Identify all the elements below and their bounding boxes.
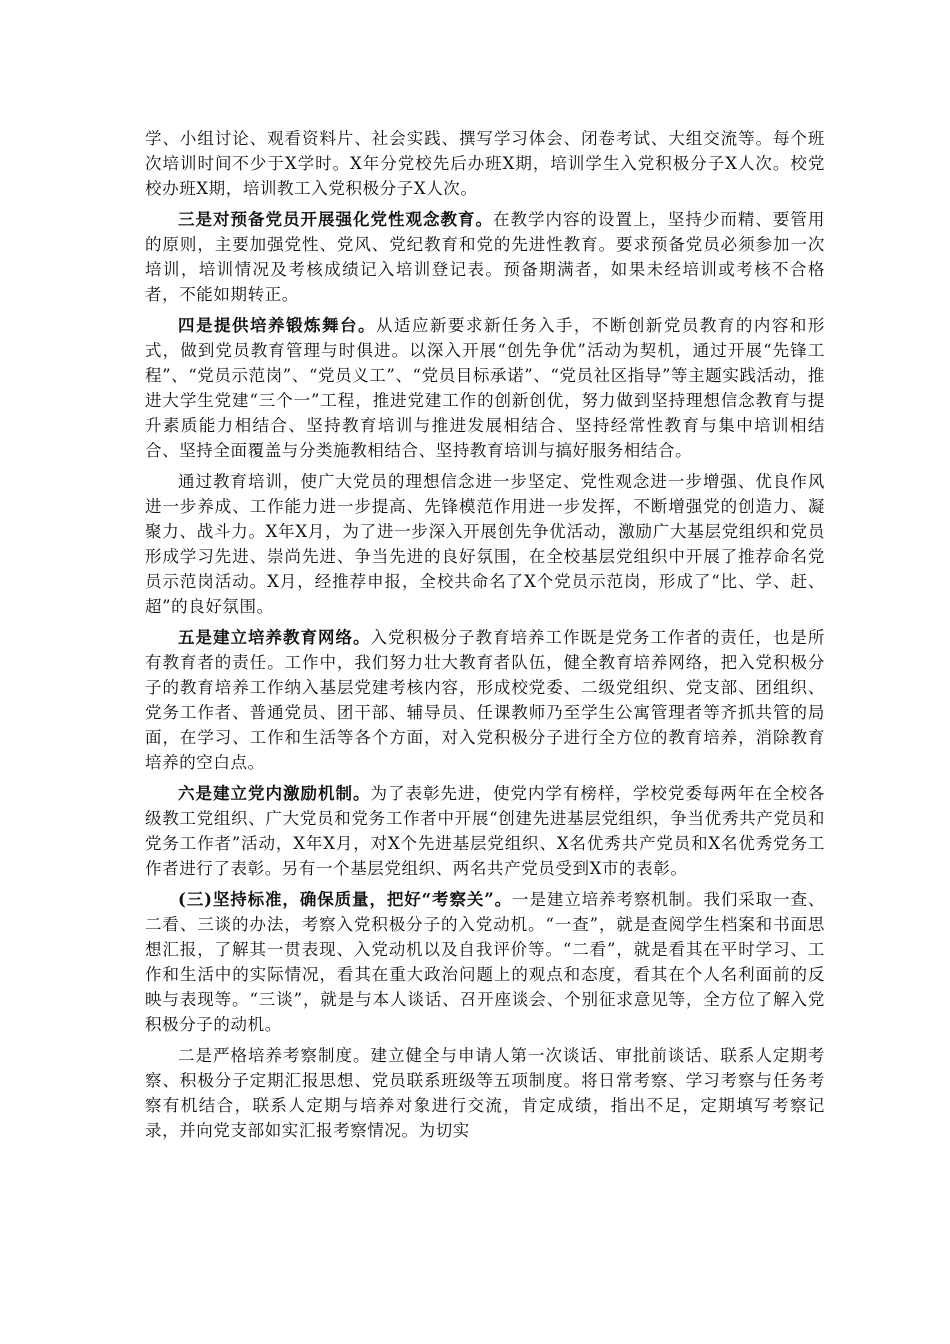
- paragraph-training-results: [145, 469, 825, 619]
- paragraph-education-network: [145, 625, 825, 775]
- section-heading: (三)坚持标准，确保质量，把好“考察关”。: [178, 890, 513, 909]
- paragraph-heading: 四是提供培养锻炼舞台。: [178, 316, 376, 335]
- paragraph-text: 二是严格培养考察制度。建立健全与申请人第一次谈话、审批前谈话、联系人定期考察、积极分子定期汇报思想、党员联系班级等五项制度。将日常考察、学习考察与任务考察有机结合，联系人定期与培养对象进行交流，肯定成绩，指出不足，定期填写考察记录，并向党支部如实汇报考察情况。为切实: [145, 1046, 825, 1140]
- paragraph-heading: 六是建立党内激励机制。: [178, 784, 371, 803]
- document-body: [145, 126, 825, 1149]
- paragraph-heading: 三是对预备党员开展强化党性观念教育。: [178, 210, 493, 229]
- paragraph-text: 为了表彰先进，使党内学有榜样，学校党委每两年在全校各级教工党组织、广大党员和党务工作者中开展“创建先进基层党组织，争当优秀共产党员和党务工作者”活动，X年X月，对X个先进基层党组织、X名优秀共产党员和X名优秀党务工作者进行了表彰。另有一个基层党组织、两名共产党员受到X市的表彰。: [145, 784, 825, 878]
- paragraph-text: 入党积极分子教育培养工作既是党务工作者的责任，也是所有教育者的责任。工作中，我们努力壮大教育者队伍，健全教育培养网络，把入党积极分子的教育培养工作纳入基层党建考核内容，形成校党委、二级党组织、党支部、团组织、党务工作者、普通党员、团干部、辅导员、任课教师乃至学生公寓管理者等齐抓共管的局面，在学习、工作和生活等各个方面，对入党积极分子进行全方位的教育培养，消除教育培养的空白点。: [145, 628, 825, 772]
- paragraph-inspection-standards: [145, 887, 825, 1037]
- paragraph-text: 从适应新要求新任务入手，不断创新党员教育的内容和形式，做到党员教育管理与时俱进。以深入开展“创先争优”活动为契机，通过开展“先锋工程”、“党员示范岗”、“党员义工”、“党员目标承诺”、“党员社区指导”等主题实践活动，推进大学生党建“三个一”工程，推进党建工作的创新创优，努力做到坚持理想信念教育与提升素质能力相结合、坚持教育培训与推进发展相结合、坚持经常性教育与集中培训相结合、坚持全面覆盖与分类施教相结合、坚持教育培训与搞好服务相结合。: [145, 316, 825, 460]
- paragraph-heading: 五是建立培养教育网络。: [178, 628, 371, 647]
- paragraph-probationary-members: [145, 207, 825, 307]
- paragraph-text: 在教学内容的设置上，坚持少而精、要管用的原则，主要加强党性、党风、党纪教育和党的先进性教育。要求预备党员必须参加一次培训，培训情况及考核成绩记入培训登记表。预备期满者，如果未经培训或考核不合格者，不能如期转正。: [145, 210, 825, 304]
- paragraph-training-stage: [145, 313, 825, 463]
- paragraph-incentive-mechanism: [145, 781, 825, 881]
- paragraph-text: 学、小组讨论、观看资料片、社会实践、撰写学习体会、闭卷考试、大组交流等。每个班次培训时间不少于X学时。X年分党校先后办班X期，培训学生入党积极分子X人次。校党校办班X期，培训教工入党积极分子X人次。: [145, 129, 825, 198]
- paragraph-training-methods: [145, 126, 825, 201]
- paragraph-inspection-system: [145, 1043, 825, 1143]
- paragraph-text: 一是建立培养考察机制。我们采取一查、二看、三谈的办法，考察入党积极分子的入党动机。“一查”，就是查阅学生档案和书面思想汇报，了解其一贯表现、入党动机以及自我评价等。“二看”，就是看其在平时学习、工作和生活中的实际情况，看其在重大政治问题上的观点和态度，看其在个人名利面前的反映与表现等。“三谈”，就是与本人谈话、召开座谈会、个别征求意见等，全方位了解入党积极分子的动机。: [145, 890, 825, 1034]
- paragraph-text: 通过教育培训，使广大党员的理想信念进一步坚定、党性观念进一步增强、优良作风进一步养成、工作能力进一步提高、先锋模范作用进一步发挥，不断增强党的创造力、凝聚力、战斗力。X年X月，为了进一步深入开展创先争优活动，激励广大基层党组织和党员形成学习先进、崇尚先进、争当先进的良好氛围，在全校基层党组织中开展了推荐命名党员示范岗活动。X月，经推荐申报，全校共命名了X个党员示范岗，形成了“比、学、赶、超”的良好氛围。: [145, 472, 825, 616]
